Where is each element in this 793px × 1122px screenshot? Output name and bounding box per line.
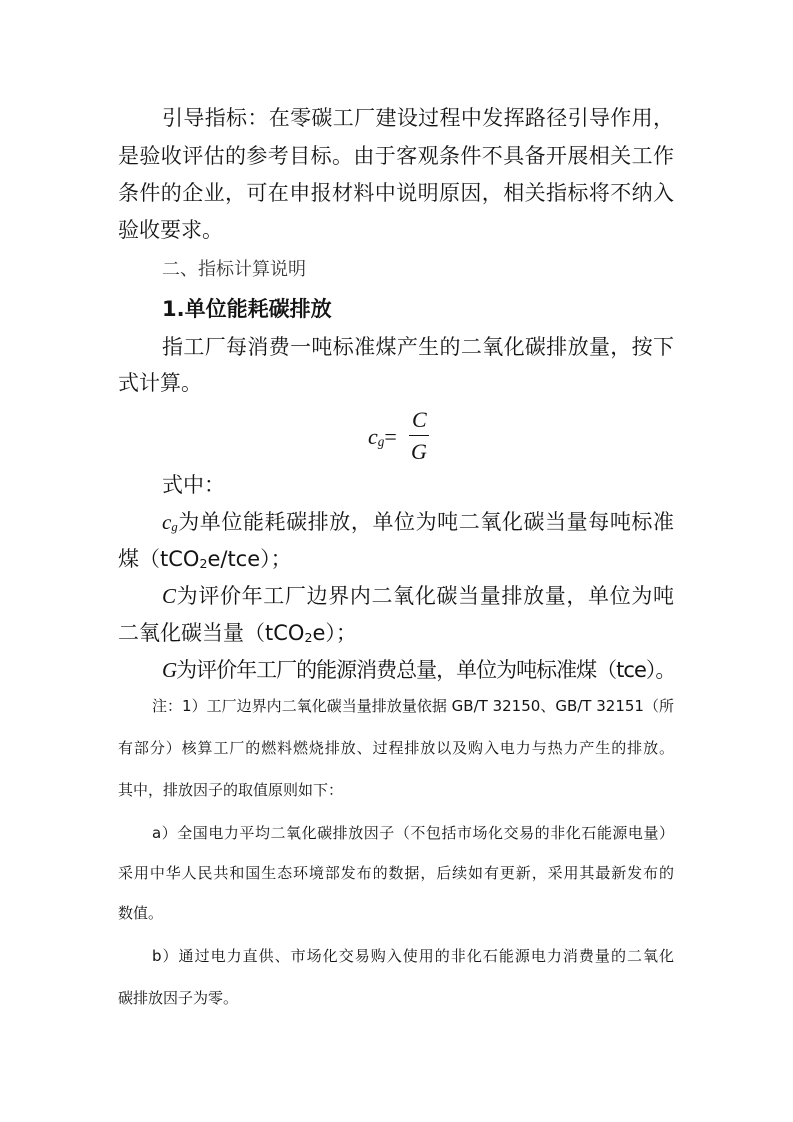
note-line: 其中，排放因子的取值原则如下： <box>118 781 344 799</box>
guide-line: 引导指标：在零碳工厂建设过程中发挥路径引导作用， <box>162 106 674 130</box>
definition-line: 指工厂每消费一吨标准煤产生的二氧化碳排放量，按下 <box>162 335 674 359</box>
formula-lhs: $c_g=$ <box>368 424 397 449</box>
note-line: 注：1）工厂边界内二氧化碳当量排放量依据 GB/T 32150、GB/T 32151（所 <box>152 697 674 715</box>
item-b-line: b）通过电力直供、市场化交易购入使用的非化石能源电力消费量的二氧化 <box>152 947 674 965</box>
note-line: 有部分）核算工厂的燃料燃烧排放、过程排放以及购入电力与热力产生的排放。 <box>118 739 674 757</box>
formula-numerator: C <box>412 407 427 432</box>
var-cg-line: $c_g$为单位能耗碳排放，单位为吨二氧化碳当量每吨标准 <box>162 510 674 534</box>
var-G-line: G为评价年工厂的能源消费总量，单位为吨标准煤（tce）。 <box>162 658 676 682</box>
item-b-line: 碳排放因子为零。 <box>118 989 239 1007</box>
where-label: 式中： <box>162 473 225 497</box>
item-a-line: 数值。 <box>118 904 164 922</box>
guide-line: 验收要求。 <box>118 218 223 242</box>
item-a-line: a）全国电力平均二氧化碳排放因子（不包括市场化交易的非化石能源电量） <box>152 824 674 842</box>
subheading: 1.单位能耗碳排放 <box>162 297 332 321</box>
item-a-line: 采用中华人民共和国生态环境部发布的数据，后续如有更新，采用其最新发布的 <box>118 864 674 882</box>
formula-denominator: G <box>411 439 427 464</box>
formula <box>368 405 438 465</box>
fraction-bar <box>409 435 429 436</box>
guide-line: 条件的企业，可在申报材料中说明原因，相关指标将不纳入 <box>118 181 674 205</box>
definition-line: 式计算。 <box>118 371 202 395</box>
var-C-unit: 二氧化碳当量（tCO$_2$e）； <box>118 621 357 645</box>
var-C-line: C为评价年工厂边界内二氧化碳当量排放量，单位为吨 <box>162 584 674 608</box>
section-heading: 二、指标计算说明 <box>162 259 306 280</box>
var-cg-unit: 煤（tCO$_2$e/tce）； <box>118 547 292 571</box>
guide-line: 是验收评估的参考目标。由于客观条件不具备开展相关工作 <box>118 144 674 168</box>
